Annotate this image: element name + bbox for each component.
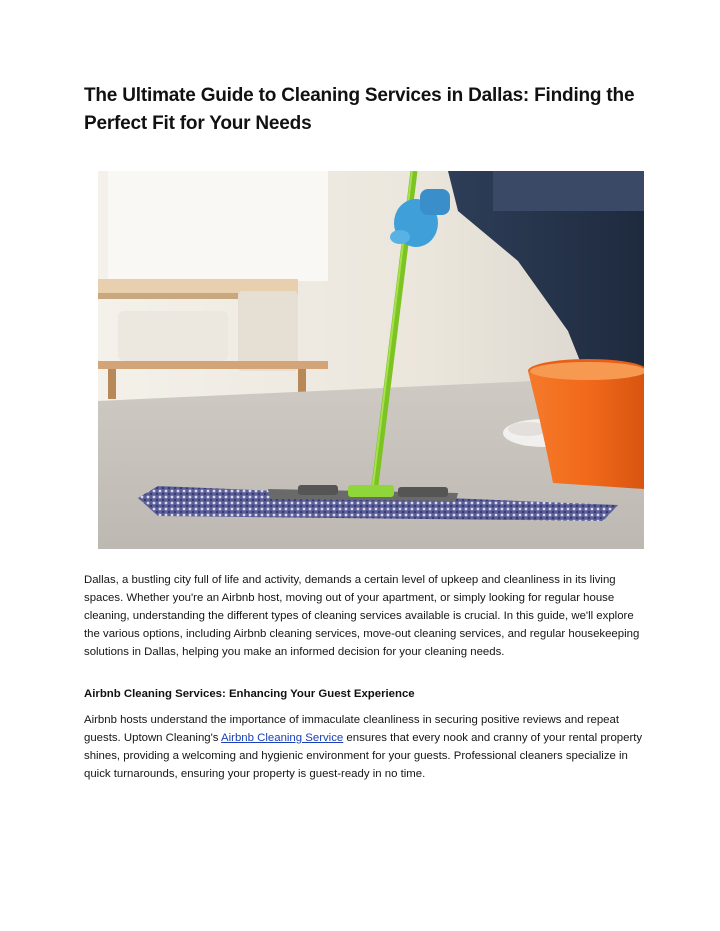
section-paragraph — [84, 711, 644, 783]
section-text-after: ensures that every nook and cranny of your rental property shines, providing a welcoming and hygienic environment for your guests. Professional cleaners specialize in quick turnarounds, ensuring your property is guest-ready in no time. — [84, 732, 643, 780]
section-text-before: Airbnb hosts understand the importance of immaculate cleanliness in securing positive reviews and repeat guests. Uptown Cleaning's — [84, 714, 620, 744]
section-heading: Airbnb Cleaning Services: Enhancing Your Guest Experience — [84, 688, 415, 700]
intro-paragraph: Dallas, a bustling city full of life and activity, demands a certain level of upkeep and cleanliness in its living spaces. Whether you're an Airbnb host, moving out of your apartment, or simply looking for regular house cleaning, understanding the different types of cleaning services available is crucial. In this guide, we'll explore the various options, including Airbnb cleaning services, move-out cleaning services, and regular housekeeping solutions in Dallas, helping you make an informed decision for your cleaning needs. — [84, 574, 640, 658]
airbnb-cleaning-service-link[interactable]: Airbnb Cleaning Service — [221, 732, 344, 744]
cleaning-photo — [98, 171, 644, 549]
page-title: The Ultimate Guide to Cleaning Services in Dallas: Finding the Perfect Fit for Your Needs — [84, 85, 635, 134]
